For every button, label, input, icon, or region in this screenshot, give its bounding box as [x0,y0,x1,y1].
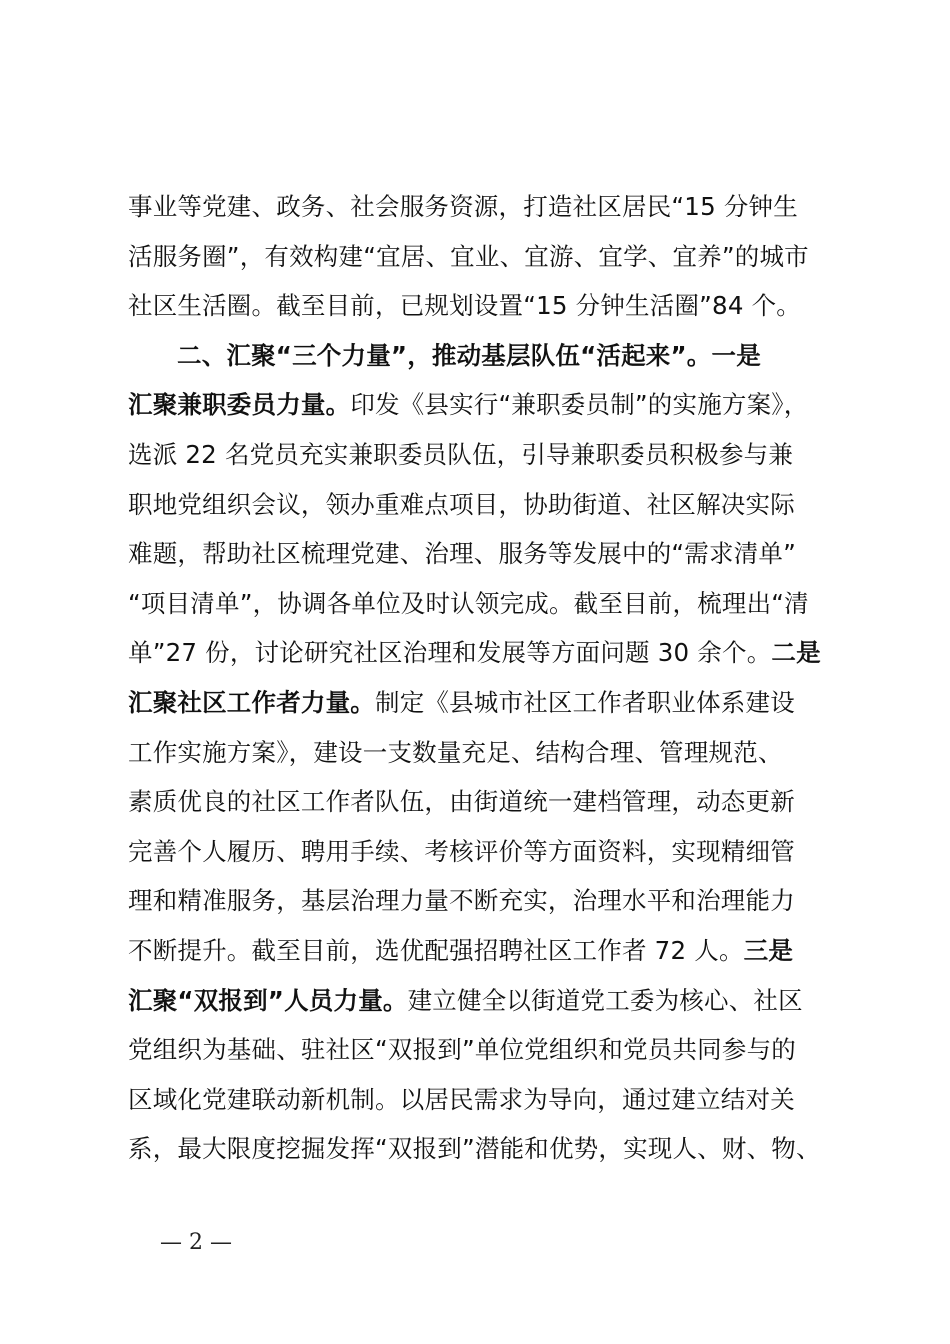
text-segment: 区域化党建联动新机制。以居民需求为导向，通过建立结对关 [128,1084,795,1114]
text-segment: 单”27 份，讨论研究社区治理和发展等方面问题 30 余个。 [128,638,772,668]
text-segment: 不断提升。截至目前，选优配强招聘社区工作者 72 人。 [128,935,744,965]
text-segment: 社区生活圈。截至目前，已规划设置“15 分钟生活圈”84 个。 [128,291,802,321]
text-segment: 建立健全以街道党工委为核心、社区 [407,985,803,1015]
text-line [128,232,848,282]
text-segment: 难题，帮助社区梳理党建、治理、服务等发展中的“需求清单” [128,539,796,569]
text-line [128,380,848,430]
text-line [128,331,848,381]
text-line [128,480,848,530]
text-segment: 印发《县实行“兼职委员制”的实施方案》， [350,390,809,420]
text-segment: “项目清单”，协调各单位及时认领完成。截至目前，梳理出“清 [128,588,809,618]
text-segment: 事业等党建、政务、社会服务资源，打造社区居民“15 分钟生 [128,192,798,221]
bold-text-segment: 汇聚社区工作者力量。 [128,687,375,717]
body-text [128,182,848,1174]
text-segment: 制定《县城市社区工作者职业体系建设 [375,687,795,717]
text-line [128,678,848,728]
bold-text-segment: 二是 [771,638,821,668]
text-line [128,628,848,678]
text-segment: 素质优良的社区工作者队伍，由街道统一建档管理，动态更新 [128,787,795,817]
text-line [128,529,848,579]
text-segment: 完善个人履历、聘用手续、考核评价等方面资料，实现精细管 [128,836,795,866]
text-line [128,1025,848,1075]
bold-text-segment: 汇聚兼职委员力量。 [128,390,351,420]
text-line [128,281,848,331]
bold-text-segment: 汇聚“双报到”人员力量。 [128,985,408,1015]
text-segment: 系，最大限度挖掘发挥“双报到”潜能和优势，实现人、财、物、 [128,1134,821,1164]
text-line [128,926,848,976]
text-segment: 活服务圈”，有效构建“宜居、宜业、宜游、宜学、宜养”的城市 [128,241,809,271]
text-segment: 工作实施方案》，建设一支数量充足、结构合理、管理规范、 [128,737,783,767]
text-segment: 选派 22 名党员充实兼职委员队伍，引导兼职委员积极参与兼 [128,439,794,469]
text-segment: 党组织为基础、驻社区“双报到”单位党组织和党员共同参与的 [128,1035,796,1065]
text-line [128,182,848,232]
text-segment: 理和精准服务，基层治理力量不断充实，治理水平和治理能力 [128,886,795,916]
text-line [128,1075,848,1125]
text-line [128,777,848,827]
bold-text-segment: 三是 [743,935,794,965]
text-segment: 职地党组织会议，领办重难点项目，协助街道、社区解决实际 [128,489,795,519]
text-line [128,728,848,778]
text-line [128,876,848,926]
text-line [128,579,848,629]
text-line [128,827,848,877]
text-line [128,1124,848,1174]
text-line [128,976,848,1026]
bold-text-segment: 二、汇聚“三个力量”，推动基层队伍“活起来”。一是 [177,340,761,370]
text-line [128,430,848,480]
page-number: — 2 — [160,1230,232,1255]
